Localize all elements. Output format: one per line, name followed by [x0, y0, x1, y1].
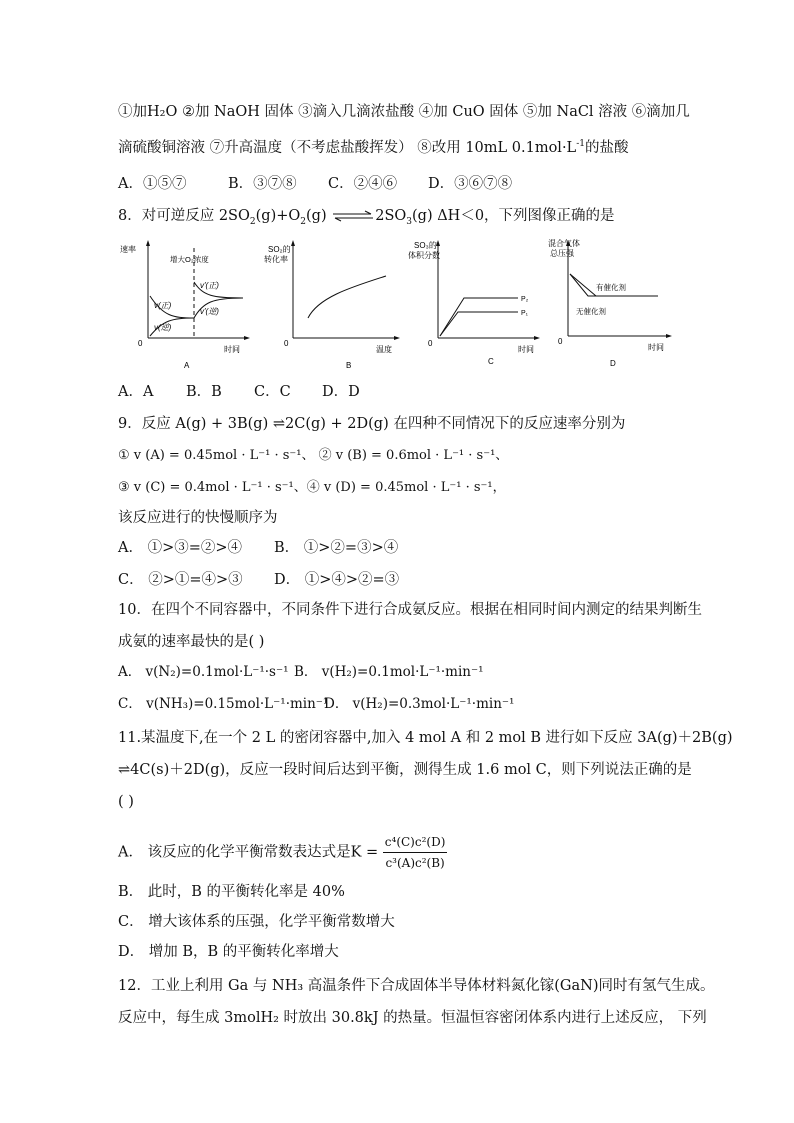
fig-b-ylabel2: 转化率 — [264, 255, 288, 264]
q9-rates-2: ③ v (C) = 0.4mol · L⁻¹ · s⁻¹、④ v (D) = 0.45mol · L⁻¹ · s⁻¹， — [118, 480, 506, 495]
fig-d-tag: D — [610, 359, 616, 368]
fig-b-tag: B — [346, 361, 352, 370]
fig-d-ylabel2: 总压强 — [550, 249, 574, 258]
fig-a-v-neg-mid: v(正) — [154, 301, 172, 310]
fig-c-p1: P₁ — [521, 310, 529, 317]
q8-sub2: 2 — [300, 216, 306, 227]
figure-c — [408, 240, 540, 366]
fig-d-cat: 有催化剂 — [596, 283, 626, 292]
q11-stem-1: 11.某温度下,在一个 2 L 的密闭容器中,加入 4 mol A 和 2 mol B 进行如下反应 3A(g)＋2B(g) — [118, 730, 733, 746]
fig-d-xlabel: 时间 — [648, 343, 664, 352]
fig-c-p2: P₂ — [521, 296, 529, 303]
fig-a-ylabel: 速率 — [120, 245, 136, 254]
q11-stem-2: ⇌4C(s)＋2D(g)，反应一段时间后达到平衡，测得生成 1.6 mol C，则下列说法正确的是 — [118, 762, 692, 778]
q7-line2 — [118, 138, 628, 158]
fig-b-xlabel: 温度 — [376, 345, 392, 354]
fig-c-ylabel1: SO₃的 — [414, 241, 437, 250]
q12-line-2: 反应中，每生成 3molH₂ 时放出 30.8kJ 的热量。恒温恒容密闭体系内进行上述反应， 下列 — [118, 1010, 707, 1026]
q9-option-a[interactable]: A． ①>③=②>④ — [118, 540, 243, 556]
fig-c-xlabel: 时间 — [518, 345, 534, 354]
fig-a-xlabel: 时间 — [224, 345, 240, 354]
fig-c-ylabel2: 体积分数 — [408, 251, 440, 260]
fig-a-note: 增大O₂浓度 — [170, 255, 209, 264]
fig-c-tag: C — [488, 357, 494, 366]
q7-line1: ①加H₂O ②加 NaOH 固体 ③滴入几滴浓盐酸 ④加 CuO 固体 ⑤加 NaCl 溶液 ⑥滴加几 — [118, 104, 690, 120]
q8-stem-b: (g)+O — [255, 208, 301, 224]
q9-options-2 — [118, 570, 399, 590]
q9-option-d[interactable]: D． ①>④>②=③ — [274, 572, 400, 588]
q8-figures — [118, 238, 678, 373]
q10-option-b[interactable]: B． v(H₂)=0.1mol·L⁻¹·min⁻¹ — [294, 664, 484, 680]
q9-option-c[interactable]: C． ②>①=④>③ — [118, 572, 243, 588]
q8-sub1: 2 — [249, 216, 256, 227]
fig-c-origin: 0 — [428, 339, 433, 348]
q8-stem — [118, 206, 615, 226]
q11-stem-3: ( ) — [118, 794, 134, 810]
q9-rates-1: ① v (A) = 0.45mol · L⁻¹ · s⁻¹、 ② v (B) = 0.6mol · L⁻¹ · s⁻¹、 — [118, 448, 509, 463]
q8-stem-c: (g) — [306, 208, 327, 224]
figure-a — [120, 240, 250, 370]
q7-option-a[interactable]: A．①⑤⑦ — [118, 176, 187, 192]
fraction-denominator: c³(A)c²(B) — [385, 856, 445, 870]
fig-b-ylabel1: SO₂的 — [268, 245, 291, 254]
q10-option-c[interactable]: C． v(NH₃)=0.15mol·L⁻¹·min⁻¹ — [118, 696, 329, 712]
q10-options-2 — [118, 694, 514, 714]
q8-stem-a: 8．对可逆反应 2SO — [118, 208, 250, 224]
q8-stem-d: 2SO — [375, 208, 407, 224]
q12-line-1: 12．工业上利用 Ga 与 NH₃ 高温条件下合成固体半导体材料氮化镓(GaN)同时有氢气生成。 — [118, 978, 715, 994]
q10-stem-2: 成氨的速率最快的是( ) — [118, 634, 265, 650]
q10-option-a[interactable]: A． v(N₂)=0.1mol·L⁻¹·s⁻¹ — [118, 664, 289, 680]
q7-options — [118, 174, 512, 194]
q7-option-b[interactable]: B．③⑦⑧ — [228, 176, 297, 192]
fig-a-tag: A — [184, 361, 190, 370]
q8-sub3: 3 — [406, 216, 412, 227]
q7-option-c[interactable]: C．②④⑥ — [328, 176, 398, 192]
q11-option-b[interactable]: B． 此时，B 的平衡转化率是 40% — [118, 884, 345, 900]
fig-d-ylabel1: 混合气体 — [548, 239, 580, 248]
q11-option-a[interactable] — [118, 832, 447, 873]
fig-a-origin: 0 — [138, 339, 143, 348]
q8-option-b[interactable]: B．B — [186, 384, 222, 400]
q7-line2-end: 的盐酸 — [584, 140, 629, 156]
q8-option-c[interactable]: C．C — [254, 384, 291, 400]
q11-option-c[interactable]: C． 增大该体系的压强，化学平衡常数增大 — [118, 914, 395, 930]
equilibrium-constant-fraction — [383, 832, 448, 873]
q9-ask: 该反应进行的快慢顺序为 — [118, 510, 278, 526]
fig-a-v-prime-neg: v'(逆) — [200, 307, 219, 316]
fraction-numerator: c⁴(C)c²(D) — [383, 832, 448, 853]
fig-a-v-neg-low: v(逆) — [154, 323, 172, 332]
q11-option-a-text: A． 该反应的化学平衡常数表达式是K = — [118, 844, 379, 861]
figure-b — [264, 240, 400, 370]
q8-options — [118, 382, 360, 402]
fig-d-origin: 0 — [558, 337, 563, 346]
q9-stem: 9．反应 A(g) + 3B(g) ⇌2C(g) + 2D(g) 在四种不同情况下的反应速率分别为 — [118, 416, 626, 432]
fig-d-nocat: 无催化剂 — [576, 307, 606, 316]
q10-stem-1: 10．在四个不同容器中，不同条件下进行合成氨反应。根据在相同时间内测定的结果判断生 — [118, 602, 702, 618]
q8-option-d[interactable]: D．D — [322, 384, 360, 400]
fig-a-v-pos-top: v'(正) — [200, 281, 219, 290]
q9-options-1 — [118, 538, 398, 558]
q7-line2-text: 滴硫酸铜溶液 ⑦升高温度（不考虑盐酸挥发） ⑧改用 10mL 0.1mol·L — [118, 140, 577, 156]
q8-stem-e: (g) ΔH＜0，下列图像正确的是 — [412, 208, 615, 224]
q11-option-d[interactable]: D． 增加 B，B 的平衡转化率增大 — [118, 944, 339, 960]
q7-option-d[interactable]: D．③⑥⑦⑧ — [428, 176, 513, 192]
equilibrium-arrow-icon — [331, 210, 375, 222]
q7-line2-sup: -1 — [576, 139, 585, 150]
fig-b-origin: 0 — [284, 339, 289, 348]
q10-options-1 — [118, 662, 484, 682]
figure-d — [548, 238, 672, 368]
q8-option-a[interactable]: A．A — [118, 384, 154, 400]
q10-option-d[interactable]: D． v(H₂)=0.3mol·L⁻¹·min⁻¹ — [324, 696, 515, 712]
q9-option-b[interactable]: B． ①>②=③>④ — [274, 540, 399, 556]
